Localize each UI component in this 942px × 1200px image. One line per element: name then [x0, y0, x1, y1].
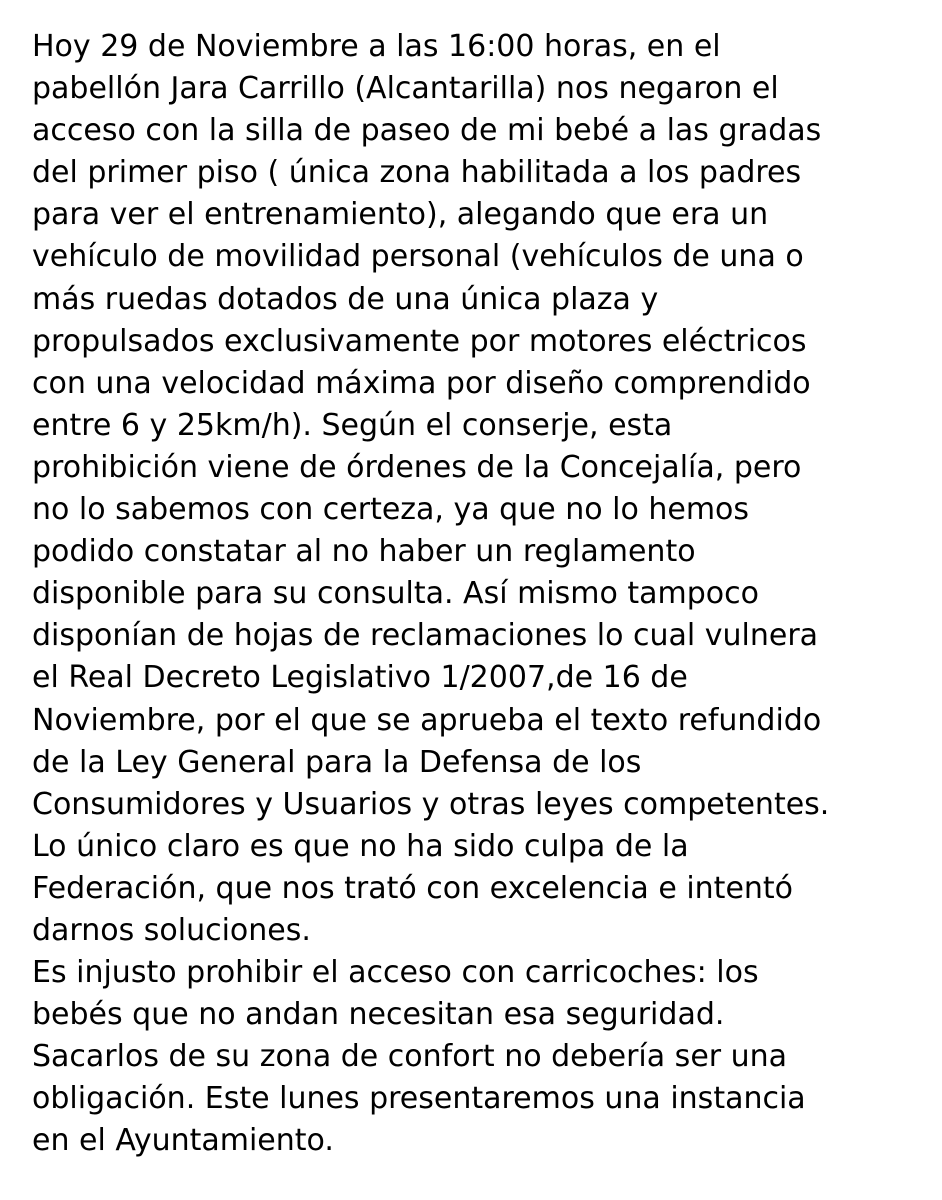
note-line: en el Ayuntamiento.: [32, 1123, 334, 1159]
note-line: prohibición viene de órdenes de la Concejalía, pero: [32, 449, 802, 485]
note-line: podido constatar al no haber un reglamento: [32, 534, 696, 570]
note-line: propulsados exclusivamente por motores eléctricos: [32, 323, 807, 359]
note-line: vehículo de movilidad personal (vehículos de una o: [32, 239, 804, 275]
note-line: bebés que no andan necesitan esa seguridad.: [32, 997, 725, 1033]
note-line: darnos soluciones.: [32, 912, 311, 948]
note-line: acceso con la silla de paseo de mi bebé a las gradas: [32, 113, 822, 149]
note-line: Es injusto prohibir el acceso con carricoches: los: [32, 955, 759, 991]
note-line: con una velocidad máxima por diseño comprendido: [32, 365, 811, 401]
note-line: Noviembre, por el que se aprueba el texto refundido: [32, 702, 822, 738]
note-line: Hoy 29 de Noviembre a las 16:00 horas, en el: [32, 29, 721, 64]
note-line: Sacarlos de su zona de confort no debería ser una: [32, 1039, 788, 1075]
note-line: para ver el entrenamiento), alegando que era un: [32, 197, 769, 233]
note-line: Consumidores y Usuarios y otras leyes competentes.: [32, 786, 830, 822]
note-line: Lo único claro es que no ha sido culpa de la: [32, 828, 689, 864]
note-line: pabellón Jara Carrillo (Alcantarilla) nos negaron el: [32, 71, 779, 107]
note-line: el Real Decreto Legislativo 1/2007,de 16 de: [32, 660, 688, 696]
note-line: obligación. Este lunes presentaremos una instancia: [32, 1081, 806, 1117]
note-text: [32, 26, 912, 1163]
note-line: disponían de hojas de reclamaciones lo cual vulnera: [32, 618, 819, 654]
note-line: del primer piso ( única zona habilitada a los padres: [32, 155, 802, 191]
note-line: de la Ley General para la Defensa de los: [32, 744, 642, 780]
note-line: más ruedas dotados de una única plaza y: [32, 281, 659, 317]
note-line: Federación, que nos trató con excelencia e intentó: [32, 870, 794, 906]
note-line: no lo sabemos con certeza, ya que no lo hemos: [32, 492, 750, 528]
note-line: entre 6 y 25km/h). Según el conserje, esta: [32, 407, 673, 443]
note-line: disponible para su consulta. Así mismo tampoco: [32, 576, 759, 612]
